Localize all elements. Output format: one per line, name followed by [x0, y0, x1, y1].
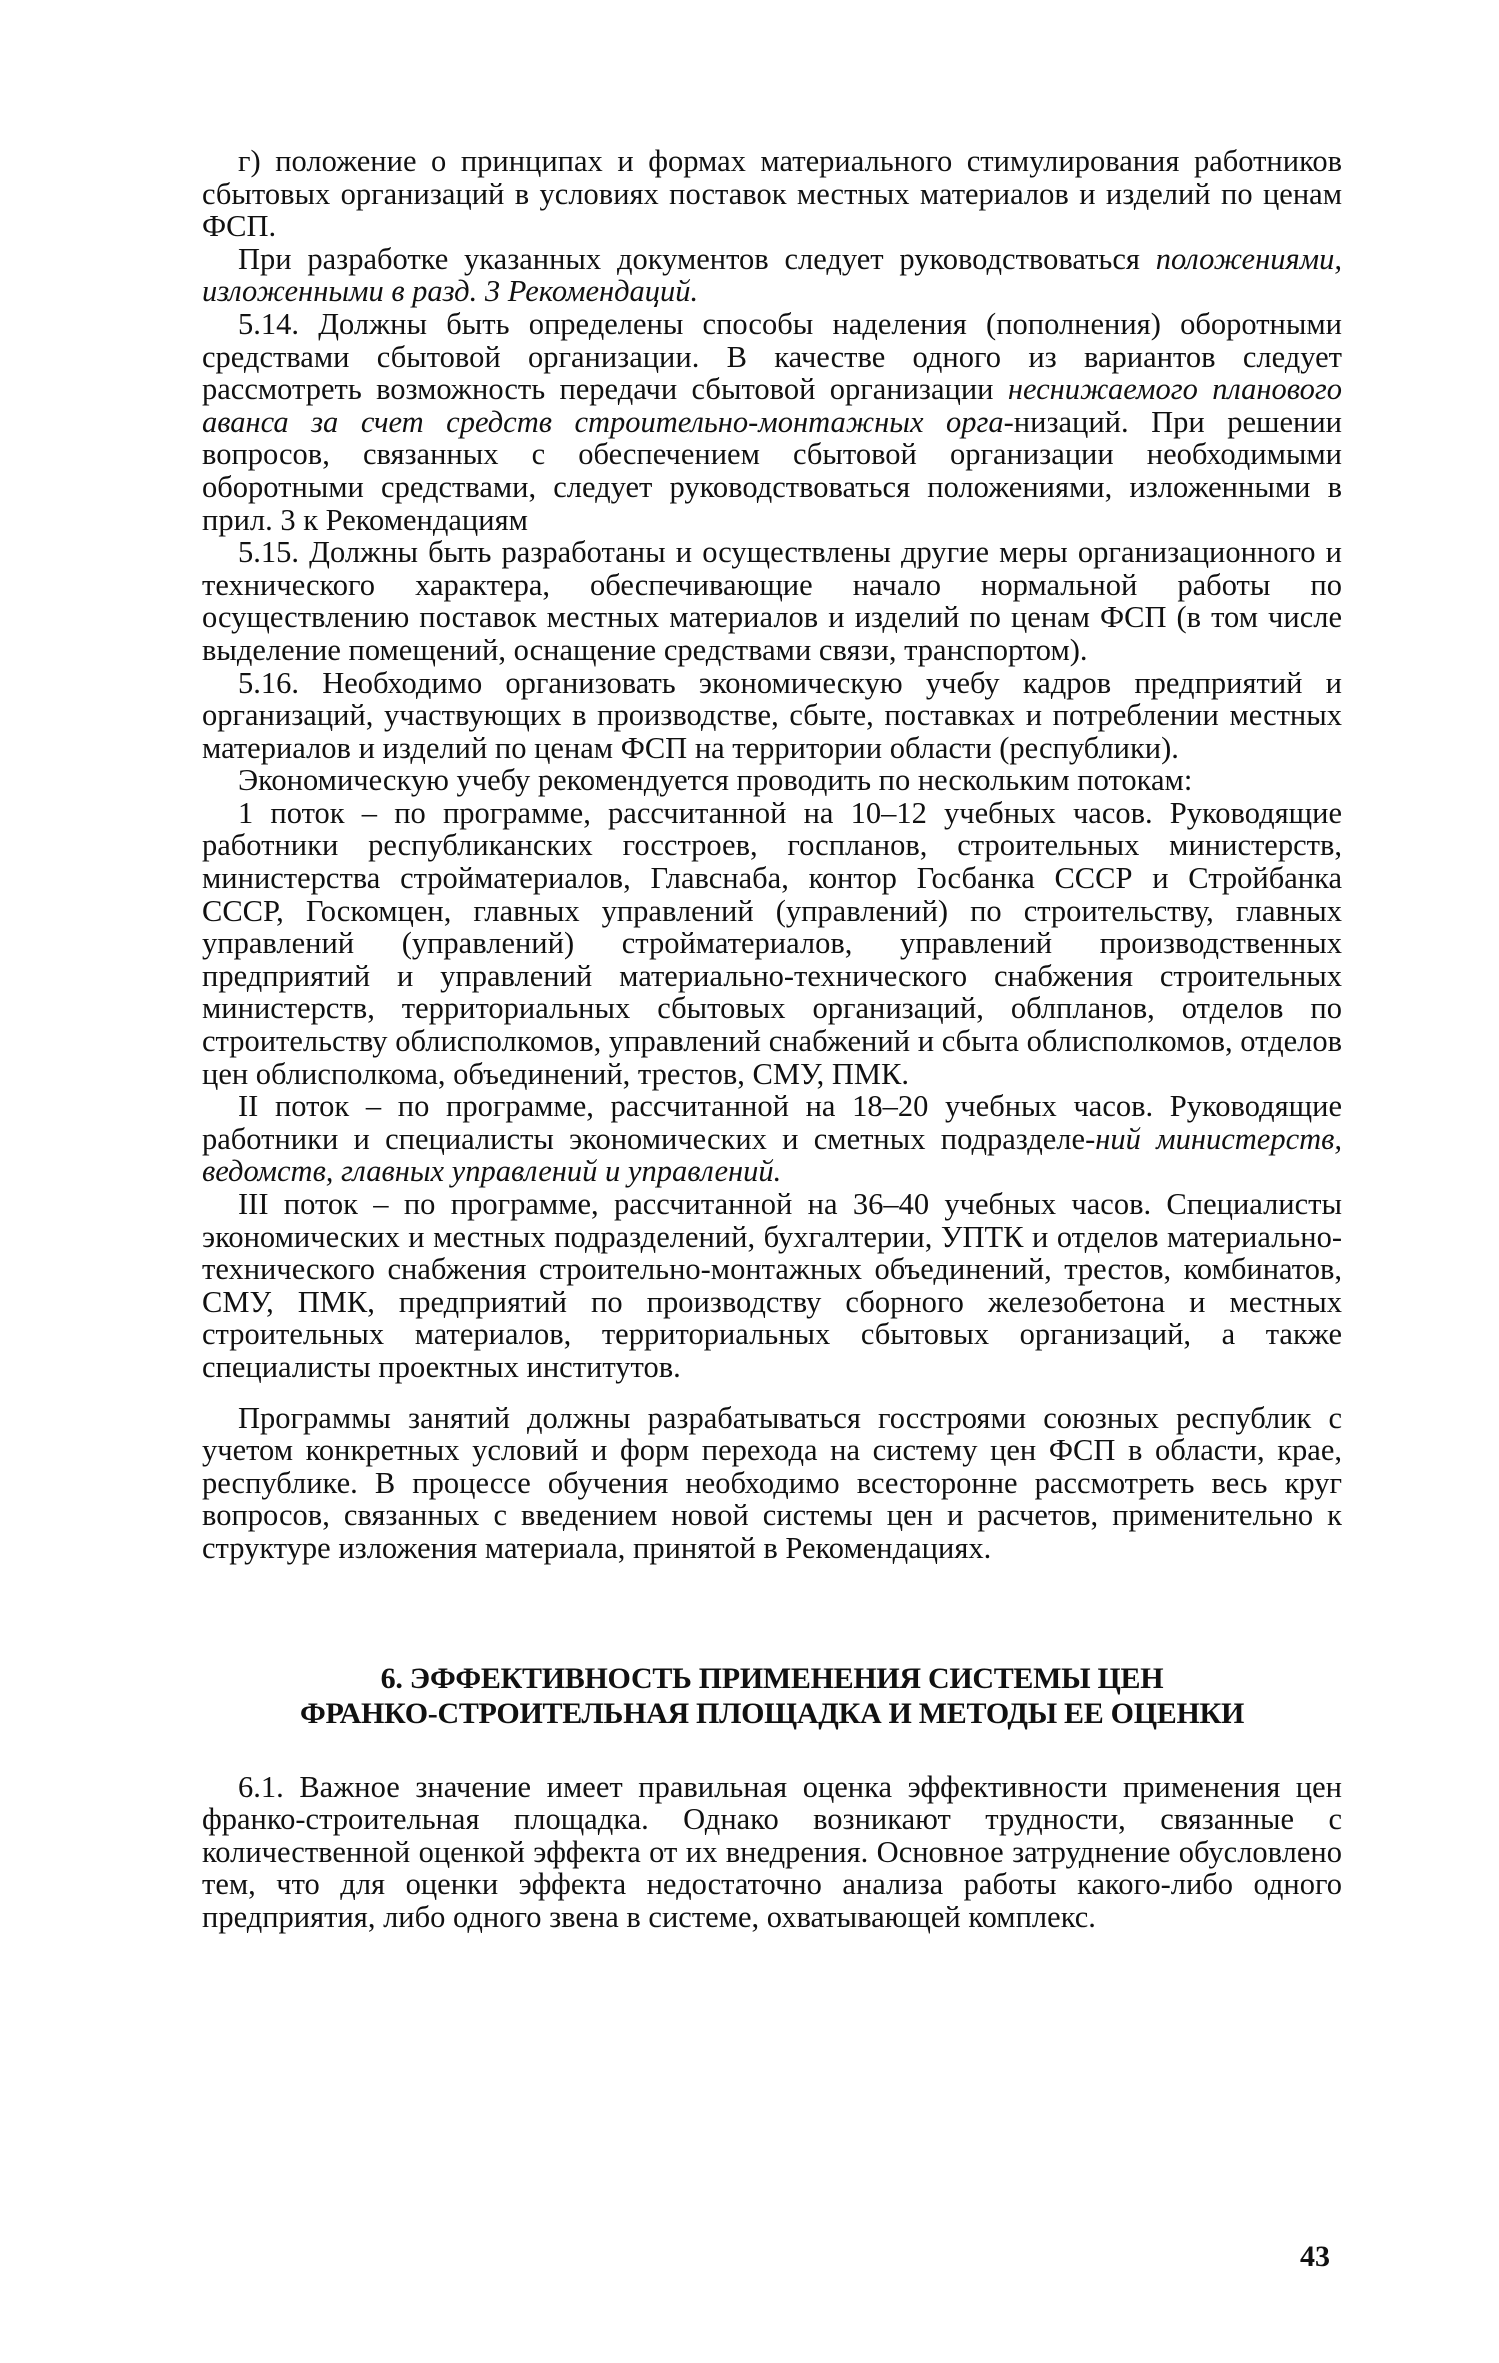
paragraph-5-16-text: Необходимо организовать экономическую учебу кадров предприятий и организаций, участвующих в производстве, сбыте, поставках и потреблении местных материалов и изделий по ценам ФСП на территории области (республики).: [202, 665, 1342, 765]
paragraph-flow-2: [202, 1090, 1342, 1188]
section-heading: [202, 1661, 1342, 1731]
paragraph-flow-2-text: II поток – по программе, рассчитанной на 18–20 учебных часов. Руководящие работники и специалисты экономических и сметных подразделе-: [202, 1089, 1342, 1156]
paragraph-5-14: [202, 308, 1342, 536]
paragraph-5-16-number: 5.16.: [238, 665, 299, 700]
paragraph-docs-lead: [202, 243, 1342, 308]
paragraph-6-1-text: Важное значение имеет правильная оценка эффективности применения цен франко-строительная площадка. Однако возникают трудности, связанные с количественной оценкой эффекта от их внедрения. Основное затруднение обусловлено тем, что для оценки эффекта недостаточно анализа работы какого-либо одного предприятия, либо одного звена в системе, охватывающей комплекс.: [202, 1769, 1342, 1934]
paragraph-6-1: [202, 1771, 1342, 1934]
paragraph-5-14-italic: неснижаемого планового аванса за счет средств строительно-монтажных орга-: [202, 372, 1342, 439]
paragraph-5-16: [202, 667, 1342, 765]
section-heading-line-2: ФРАНКО-СТРОИТЕЛЬНАЯ ПЛОЩАДКА И МЕТОДЫ ЕЕ ОЦЕНКИ: [300, 1696, 1244, 1730]
paragraph-5-15-text: Должны быть разработаны и осуществлены другие меры организационного и технического характера, обеспечивающие начало нормальной работы по осуществлению поставок местных материалов и изделий по ценам ФСП (в том числе выделение помещений, оснащение средствами связи, транспортом).: [202, 535, 1342, 667]
paragraph-programs: Программы занятий должны разрабатываться госстроями союзных республик с учетом конкретных условий и форм перехода на систему цен ФСП в области, крае, республике. В процессе обучения необходимо всесторонне рассмотреть весь круг вопросов, связанных с введением новой системы цен и расчетов, применительно к структуре изложения материала, принятой в Рекомендациях.: [202, 1400, 1342, 1565]
paragraph-flow-3: III поток – по программе, рассчитанной на 36–40 учебных часов. Специалисты экономических и местных подразделений, бухгалтерии, УПТК и отделов материально-технического снабжения строительно-монтажных объединений, трестов, комбинатов, СМУ, ПМК, предприятий по производству сборного железобетона и местных строительных материалов, территориальных сбытовых организаций, а также специалисты проектных институтов.: [202, 1187, 1342, 1384]
paragraph-docs-lead-text: При разработке указанных документов следует руководствоваться: [238, 241, 1156, 276]
paragraph-edu-lead: Экономическую учебу рекомендуется проводить по нескольким потокам:: [238, 763, 1193, 798]
section-heading-line-1: 6. ЭФФЕКТИВНОСТЬ ПРИМЕНЕНИЯ СИСТЕМЫ ЦЕН: [380, 1661, 1164, 1695]
paragraph-flow-2-italic: ний министерств, ведомств, главных управлений и управлений.: [202, 1121, 1342, 1189]
paragraph-5-14-number: 5.14.: [238, 306, 299, 341]
paragraph-flow-1: 1 поток – по программе, рассчитанной на 10–12 учебных часов. Руководящие работники республиканских госстроев, госпланов, строительных министерств, министерства стройматериалов, Главснаба, контор Госбанка СССР и Стройбанка СССР, Госкомцен, главных управлений (управлений) по строительству, главных управлений (управлений) стройматериалов, управлений производственных предприятий и управлений материально-технического снабжения строительных министерств, территориальных сбытовых организаций, облпланов, отделов по строительству облисполкомов, управлений снабжений и сбыта облисполкомов, отделов цен облисполкома, объединений, трестов, СМУ, ПМК.: [202, 795, 1342, 1091]
paragraph-5-15-number: 5.15.: [238, 535, 299, 570]
paragraph-5-15: [202, 536, 1342, 666]
heading-spacer: [202, 1731, 1342, 1771]
page-number: 43: [1300, 2240, 1330, 2273]
paragraph-6-1-number: 6.1.: [238, 1769, 284, 1804]
document-page: [202, 145, 1342, 1934]
paragraph-5-14-tail: низаций. При решении вопросов, связанных с обеспечением сбытовой организации необходимыми оборотными средствами, следует руководствоваться положениями, изложенными в прил. 3 к Рекомендациям: [202, 404, 1342, 537]
paragraph-g: г) положение о принципах и формах материального стимулирования работников сбытовых организаций в условиях поставок местных материалов и изделий по ценам ФСП.: [202, 144, 1342, 244]
paragraph-docs-lead-italic: положениями, изложенными в разд. 3 Рекомендаций.: [202, 241, 1342, 309]
paragraph-5-14-text: Должны быть определены способы наделения (пополнения) оборотными средствами сбытовой организации. В качестве одного из вариантов следует рассмотреть возможность передачи сбытовой организации: [202, 306, 1342, 407]
